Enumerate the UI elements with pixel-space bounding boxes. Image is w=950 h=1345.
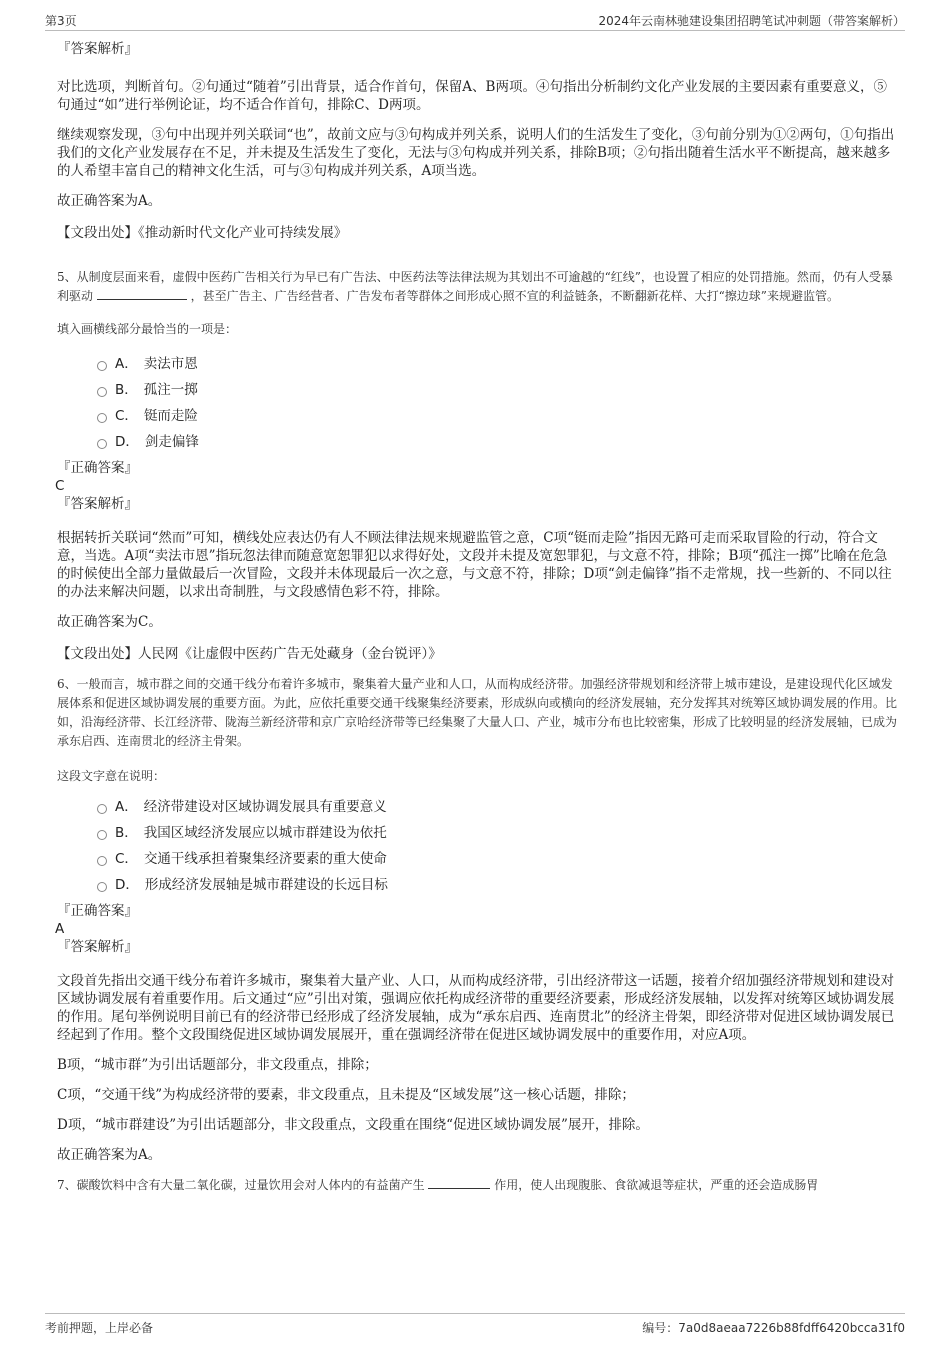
q7-blank [428,1176,490,1189]
q5-option-d[interactable]: D． 剑走偏锋 [97,429,900,455]
q6-analysis-p1: 文段首先指出交通干线分布着许多城市，聚集着大量产业、人口，从而构成经济带，引出经济带这一话题，接着介绍加强经济带规划和建设对区域协调发展有着重要作用。后文通过“应”引出对策，强调应依托构成经济带的重要经济要素，形成经济发展轴，以发挥对统筹区域协调发展的作用。尾句举例说明目前已有的经济带已经形成了经济发展轴，成为“承东启西、连南贯北”的经济主骨架，即经济带对促进区域协调发展已经起到了作用。整个文段围绕促进区域协调发展展开，重在强调经济带在促进区域协调发展中的重要作用，对应A项。 [57,973,895,1043]
q5-answer: C [55,478,65,494]
page-number: 第3页 [45,14,77,28]
q5-option-c[interactable]: C． 铤而走险 [97,403,900,429]
q6-answer-label: 『正确答案』 [57,903,138,919]
q6-option-c[interactable]: C． 交通干线承担着聚集经济要素的重大使命 [97,846,900,872]
radio-icon[interactable] [97,804,107,814]
radio-icon[interactable] [97,439,107,449]
q4-analysis-p1: 对比选项，判断首句。②句通过“随着”引出背景，适合作首句，保留A、B两项。④句指出分析制约文化产业发展的主要因素有重要意义，⑤句通过“如”进行举例论证，均不适合作首句，排除C、D两项。 [57,79,887,113]
q5-options [57,351,900,455]
q5-source: 【文段出处】人民网《让虚假中医药广告无处藏身（金台锐评）》 [57,646,442,662]
q6-analysis-c: C项，“交通干线”为构成经济带的要素，非文段重点，且未提及“区域发展”这一核心话题，排除； [57,1087,635,1103]
q6-answer: A [55,921,65,937]
page-footer [45,1313,905,1336]
radio-icon[interactable] [97,830,107,840]
q5-blank [97,287,187,300]
q5-analysis-p1: 根据转折关联词“然而”可知，横线处应表达仍有人不顾法律法规来规避监管之意，C项“铤而走险”指因无路可走而采取冒险的行动，符合文意，当选。A项“卖法市恩”指玩忽法律而随意宽恕罪犯以求得好处，文段并未提及宽恕罪犯，与文意不符，排除；B项“孤注一掷”比喻在危急的时候使出全部力量做最后一次冒险，文段并未体现最后一次之意，与文意不符，排除；D项“剑走偏锋”指不走常规，找一些新的、不同以往的办法来解决问题，以求出奇制胜，与文段感情色彩不符，排除。 [57,530,892,600]
radio-icon[interactable] [97,882,107,892]
radio-icon[interactable] [97,856,107,866]
q6-option-d[interactable]: D． 形成经济发展轴是城市群建设的长远目标 [97,872,900,898]
q7-stem-part1: 7、碳酸饮料中含有大量二氧化碳，过量饮用会对人体内的有益菌产生 [57,1178,425,1192]
q4-conclusion: 故正确答案为A。 [57,193,162,209]
q6-option-a[interactable]: A． 经济带建设对区域协调发展具有重要意义 [97,794,900,820]
q6-stem: 6、一般而言，城市群之间的交通干线分布着许多城市，聚集着大量产业和人口，从而构成经济带。加强经济带规划和经济带上城市建设，是建设现代化区域发展体系和促进区域协调发展的重要方面。为此，应依托重要交通干线聚集经济要素，形成纵向或横向的经济发展轴，充分发挥其对统筹区域协调发展的作用。比如，沿海经济带、长江经济带、陇海兰新经济带和京广京哈经济带等已经集聚了大量人口、产业，城市分布也比较密集，形成了比较明显的经济发展轴，已成为承东启西、连南贯北的经济主骨架。 [57,677,898,748]
q5-option-a[interactable]: A． 卖法市恩 [97,351,900,377]
q4-analysis-label: 『答案解析』 [57,41,138,57]
q5-option-b[interactable]: B． 孤注一掷 [97,377,900,403]
q6-conclusion: 故正确答案为A。 [57,1147,162,1163]
radio-icon[interactable] [97,361,107,371]
q5-stem [57,268,900,306]
q6-analysis-b: B项，“城市群”为引出话题部分，非文段重点，排除； [57,1057,378,1073]
q5-conclusion: 故正确答案为C。 [57,614,162,630]
q5-answer-label: 『正确答案』 [57,460,138,476]
q6-analysis-d: D项，“城市群建设”为引出话题部分，非文段重点，文段重在围绕“促进区域协调发展”展开，排除。 [57,1117,649,1133]
page-content [57,40,900,1195]
q7-stem [57,1176,900,1195]
q4-analysis-p2: 继续观察发现，③句中出现并列关联词“也”，故前文应与③句构成并列关系，说明人们的生活发生了变化，③句前分别为①②两句，①句指出我们的文化产业发展存在不足，并未提及生活发生了变化，无法与③句构成并列关系，排除B项；②句指出随着生活水平不断提高，越来越多的人希望丰富自己的精神文化生活，可与③句构成并列关系，A项当选。 [57,127,895,179]
radio-icon[interactable] [97,387,107,397]
q5-analysis-label: 『答案解析』 [57,496,138,512]
q4-source: 【文段出处】《推动新时代文化产业可持续发展》 [57,225,348,241]
q6-prompt: 这段文字意在说明： [57,769,166,783]
q6-option-b[interactable]: B． 我国区域经济发展应以城市群建设为依托 [97,820,900,846]
q5-stem-part1: 5、从制度层面来看，虚假中医药广告相关行为早已有广告法、中医药法等法律法规为其划出不可逾越的“红线”，也设置了相应的处罚措施。然而，仍有人受暴利驱动 [57,270,893,303]
page-header [45,8,905,31]
q5-stem-part2: ，甚至广告主、广告经营者、广告发布者等群体之间形成心照不宣的利益链条，不断翻新花样、大打“擦边球”来规避监管。 [190,289,839,303]
q6-analysis-label: 『答案解析』 [57,939,138,955]
q5-prompt: 填入画横线部分最恰当的一项是： [57,322,238,336]
radio-icon[interactable] [97,413,107,423]
q6-options [57,794,900,898]
footer-slogan: 考前押题，上岸必备 [45,1321,154,1335]
document-title: 2024年云南林驰建设集团招聘笔试冲刺题（带答案解析） [598,14,905,28]
q7-stem-part2: 作用，使人出现腹胀、食欲减退等症状，严重的还会造成肠胃 [494,1178,819,1192]
document-serial: 编号：7a0d8aeaa7226b88fdff6420bcca31f0 [642,1321,905,1335]
